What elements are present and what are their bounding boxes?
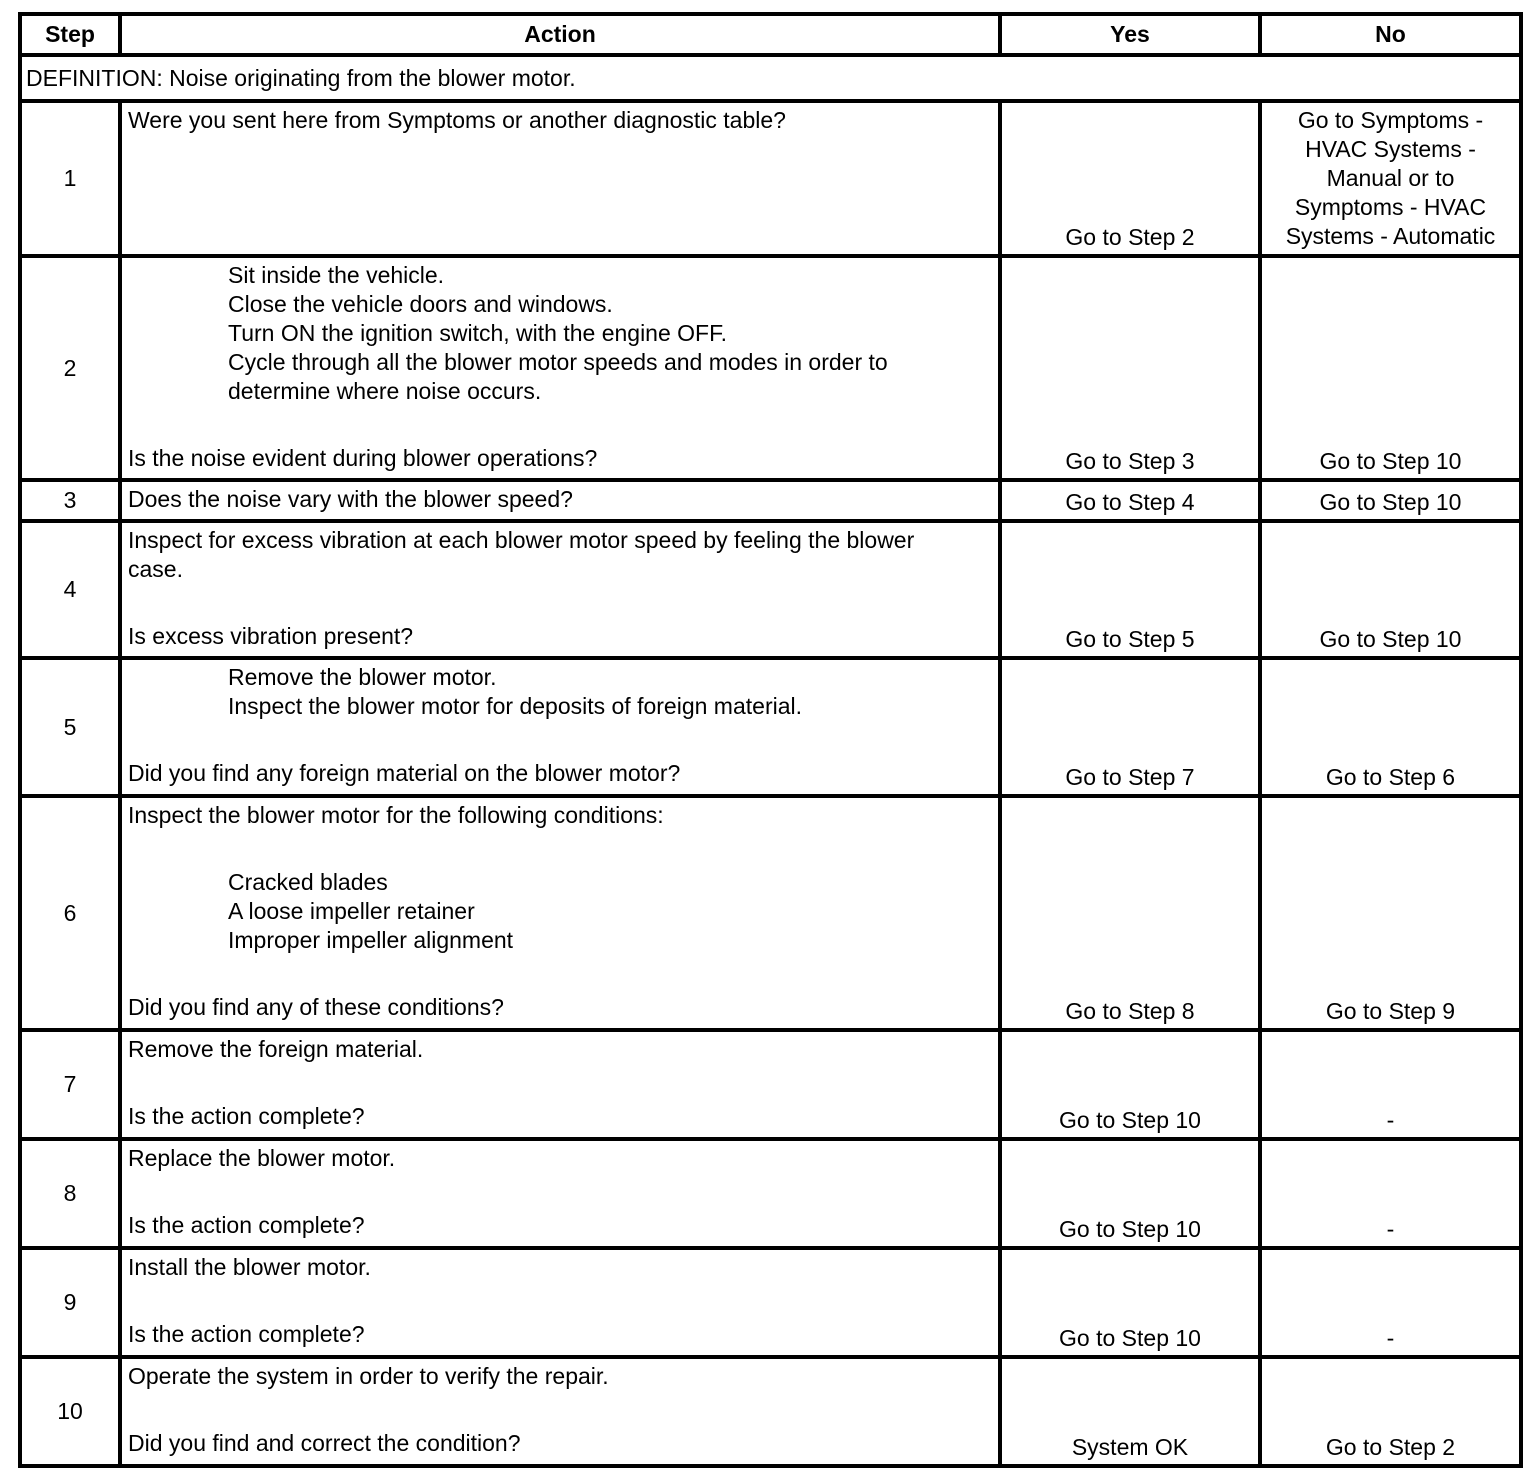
action-question: Did you find and correct the condition? [128, 1430, 521, 1456]
spacer [128, 830, 992, 868]
no-cell: - [1260, 1248, 1521, 1357]
header-step: Step [20, 14, 120, 55]
action-text: case. [128, 556, 183, 582]
table-row [20, 658, 1521, 796]
table-row [20, 1248, 1521, 1357]
action-question: Is the noise evident during blower operations? [128, 445, 598, 471]
step-number: 1 [20, 101, 120, 256]
table-row [20, 521, 1521, 658]
action-substep: Remove the blower motor. [228, 664, 497, 690]
no-cell: Go to Step 10 [1260, 480, 1521, 521]
action-substep: Close the vehicle doors and windows. [228, 291, 613, 317]
no-line: Manual or to [1326, 165, 1455, 191]
action-cell [120, 101, 1000, 256]
step-number: 8 [20, 1139, 120, 1248]
yes-cell: Go to Step 10 [1000, 1030, 1260, 1139]
table-row [20, 1139, 1521, 1248]
spacer [128, 1282, 992, 1320]
table-row [20, 796, 1521, 1030]
no-cell: - [1260, 1030, 1521, 1139]
action-cell [120, 1030, 1000, 1139]
action-substep: Cycle through all the blower motor speeds and modes in order to [228, 349, 888, 375]
header-action: Action [120, 14, 1000, 55]
action-text: Inspect the blower motor for the following conditions: [128, 802, 664, 828]
table-row [20, 1030, 1521, 1139]
definition-text: DEFINITION: Noise originating from the blower motor. [20, 55, 1521, 101]
step-number: 5 [20, 658, 120, 796]
spacer [128, 955, 992, 993]
action-question: Is excess vibration present? [128, 623, 414, 649]
action-cell [120, 480, 1000, 521]
yes-cell: Go to Step 10 [1000, 1139, 1260, 1248]
spacer [128, 1173, 992, 1211]
header-yes: Yes [1000, 14, 1260, 55]
no-cell [1260, 101, 1521, 256]
step-number: 6 [20, 796, 120, 1030]
action-question: Is the action complete? [128, 1212, 365, 1238]
action-text: Does the noise vary with the blower speed? [128, 486, 573, 512]
yes-cell: Go to Step 2 [1000, 101, 1260, 256]
no-line: Symptoms - HVAC [1294, 194, 1487, 220]
header-no: No [1260, 14, 1521, 55]
action-question: Is the action complete? [128, 1321, 365, 1347]
action-substep: A loose impeller retainer [228, 898, 475, 924]
action-substep: Inspect the blower motor for deposits of foreign material. [228, 693, 803, 719]
no-line: HVAC Systems - [1305, 136, 1476, 162]
yes-cell: Go to Step 7 [1000, 658, 1260, 796]
spacer [128, 1064, 992, 1102]
action-text: Install the blower motor. [128, 1254, 371, 1280]
spacer [128, 584, 992, 622]
action-question: Did you find any foreign material on the blower motor? [128, 760, 681, 786]
step-number: 2 [20, 256, 120, 480]
action-text: Replace the blower motor. [128, 1145, 396, 1171]
action-question: Did you find any of these conditions? [128, 994, 504, 1020]
table-row [20, 1357, 1521, 1466]
table-row [20, 256, 1521, 480]
yes-cell: Go to Step 8 [1000, 796, 1260, 1030]
action-cell [120, 256, 1000, 480]
no-line: Go to Symptoms - [1297, 107, 1484, 133]
step-number: 4 [20, 521, 120, 658]
action-text: Were you sent here from Symptoms or another diagnostic table? [128, 107, 786, 133]
no-line: Systems - Automatic [1285, 223, 1496, 249]
action-cell [120, 796, 1000, 1030]
step-number: 3 [20, 480, 120, 521]
action-substep: determine where noise occurs. [228, 378, 542, 404]
yes-cell: System OK [1000, 1357, 1260, 1466]
yes-cell: Go to Step 5 [1000, 521, 1260, 658]
action-substep: Turn ON the ignition switch, with the engine OFF. [228, 320, 727, 346]
table-row [20, 480, 1521, 521]
table-row [20, 101, 1521, 256]
diagnostic-table [18, 12, 1523, 1468]
action-substep: Cracked blades [228, 869, 388, 895]
yes-cell: Go to Step 3 [1000, 256, 1260, 480]
header-row [20, 14, 1521, 55]
no-cell: Go to Step 9 [1260, 796, 1521, 1030]
no-cell: Go to Step 10 [1260, 256, 1521, 480]
action-cell [120, 1357, 1000, 1466]
no-cell: Go to Step 6 [1260, 658, 1521, 796]
action-substep: Improper impeller alignment [228, 927, 514, 953]
action-cell [120, 1248, 1000, 1357]
action-cell [120, 1139, 1000, 1248]
definition-row [20, 55, 1521, 101]
no-cell: Go to Step 10 [1260, 521, 1521, 658]
step-number: 7 [20, 1030, 120, 1139]
action-text: Operate the system in order to verify the repair. [128, 1363, 609, 1389]
yes-cell: Go to Step 4 [1000, 480, 1260, 521]
spacer [128, 406, 992, 444]
spacer [128, 721, 992, 759]
action-text: Remove the foreign material. [128, 1036, 424, 1062]
yes-cell: Go to Step 10 [1000, 1248, 1260, 1357]
no-cell: Go to Step 2 [1260, 1357, 1521, 1466]
action-cell [120, 658, 1000, 796]
action-substep: Sit inside the vehicle. [228, 262, 445, 288]
step-number: 9 [20, 1248, 120, 1357]
no-cell: - [1260, 1139, 1521, 1248]
step-number: 10 [20, 1357, 120, 1466]
action-text: Inspect for excess vibration at each blower motor speed by feeling the blower [128, 527, 915, 553]
action-question: Is the action complete? [128, 1103, 365, 1129]
action-cell [120, 521, 1000, 658]
spacer [128, 1391, 992, 1429]
